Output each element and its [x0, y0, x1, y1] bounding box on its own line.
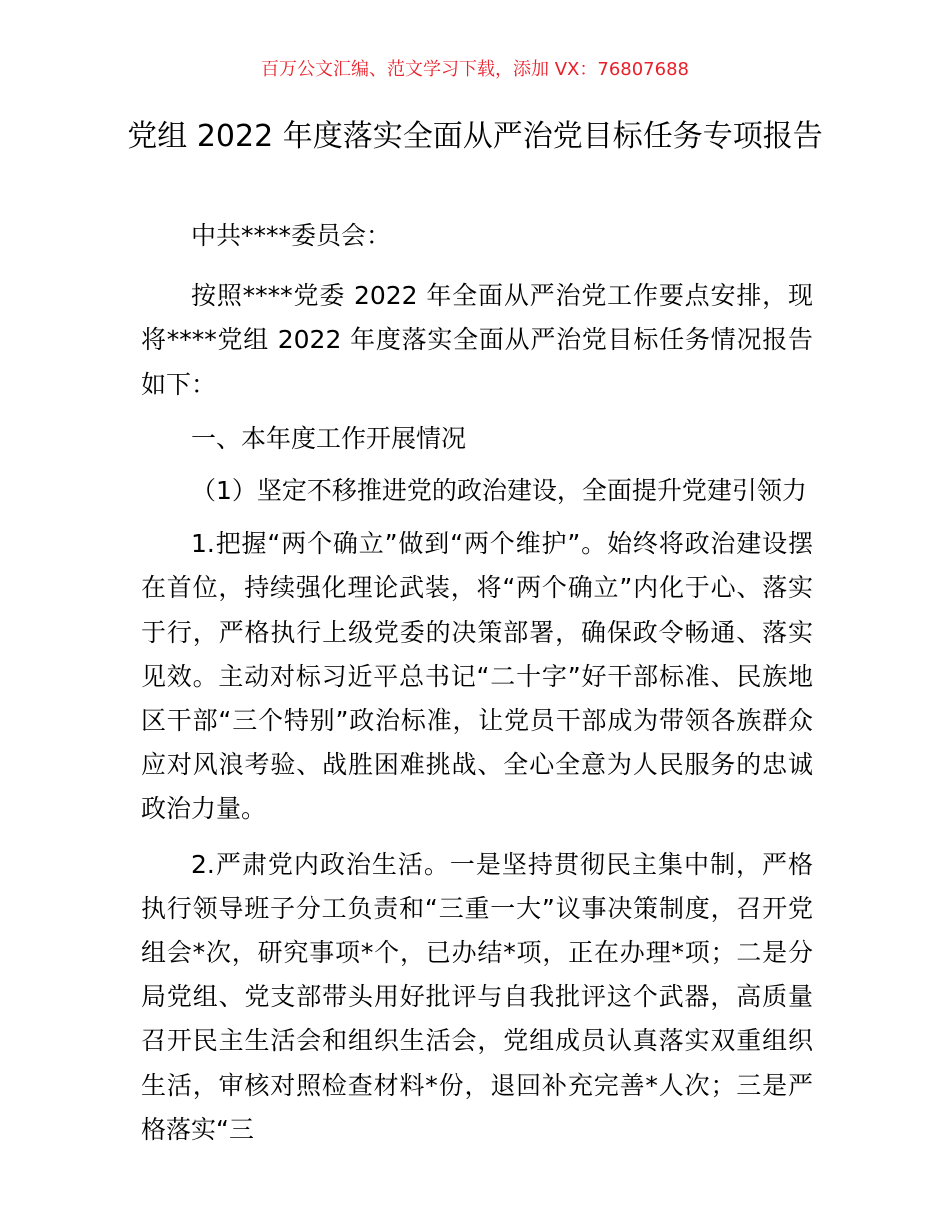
header-watermark-note: 百万公文汇编、范文学习下载，添加 VX：76807688: [261, 59, 689, 80]
salutation: 中共****委员会：: [191, 221, 392, 250]
document-body: [141, 214, 813, 1144]
intro-paragraph: 按照****党委 2022 年全面从严治党工作要点安排，现将****党组 2022 年度落实全面从严治党目标任务情况报告如下：: [141, 281, 813, 399]
subsection-heading: （1）坚定不移推进党的政治建设，全面提升党建引领力: [191, 476, 807, 506]
document-title: 党组 2022 年度落实全面从严治党目标任务专项报告: [127, 119, 823, 154]
body-paragraph: 1.把握“两个确立”做到“两个维护”。始终将政治建设摆在首位，持续强化理论武装，将“两个确立”内化于心、落实于行，严格执行上级党委的决策部署，确保政令畅通、落实见效。主动对标习近平总书记“二十字”好干部标准、民族地区干部“三个特别”政治标准，让党员干部成为带领各族群众应对风浪考验、战胜困难挑战、全心全意为人民服务的忠诚政治力量。: [141, 529, 813, 824]
body-paragraph: 2.严肃党内政治生活。一是坚持贯彻民主集中制，严格执行领导班子分工负责和“三重一大”议事决策制度，召开党组会*次，研究事项*个，已办结*项，正在办理*项；二是分局党组、党支部带头用好批评与自我批评这个武器，高质量召开民主生活会和组织生活会，党组成员认真落实双重组织生活，审核对照检查材料*份，退回补充完善*人次；三是严格落实“三: [141, 849, 813, 1144]
section-heading: 一、本年度工作开展情况: [191, 423, 467, 453]
